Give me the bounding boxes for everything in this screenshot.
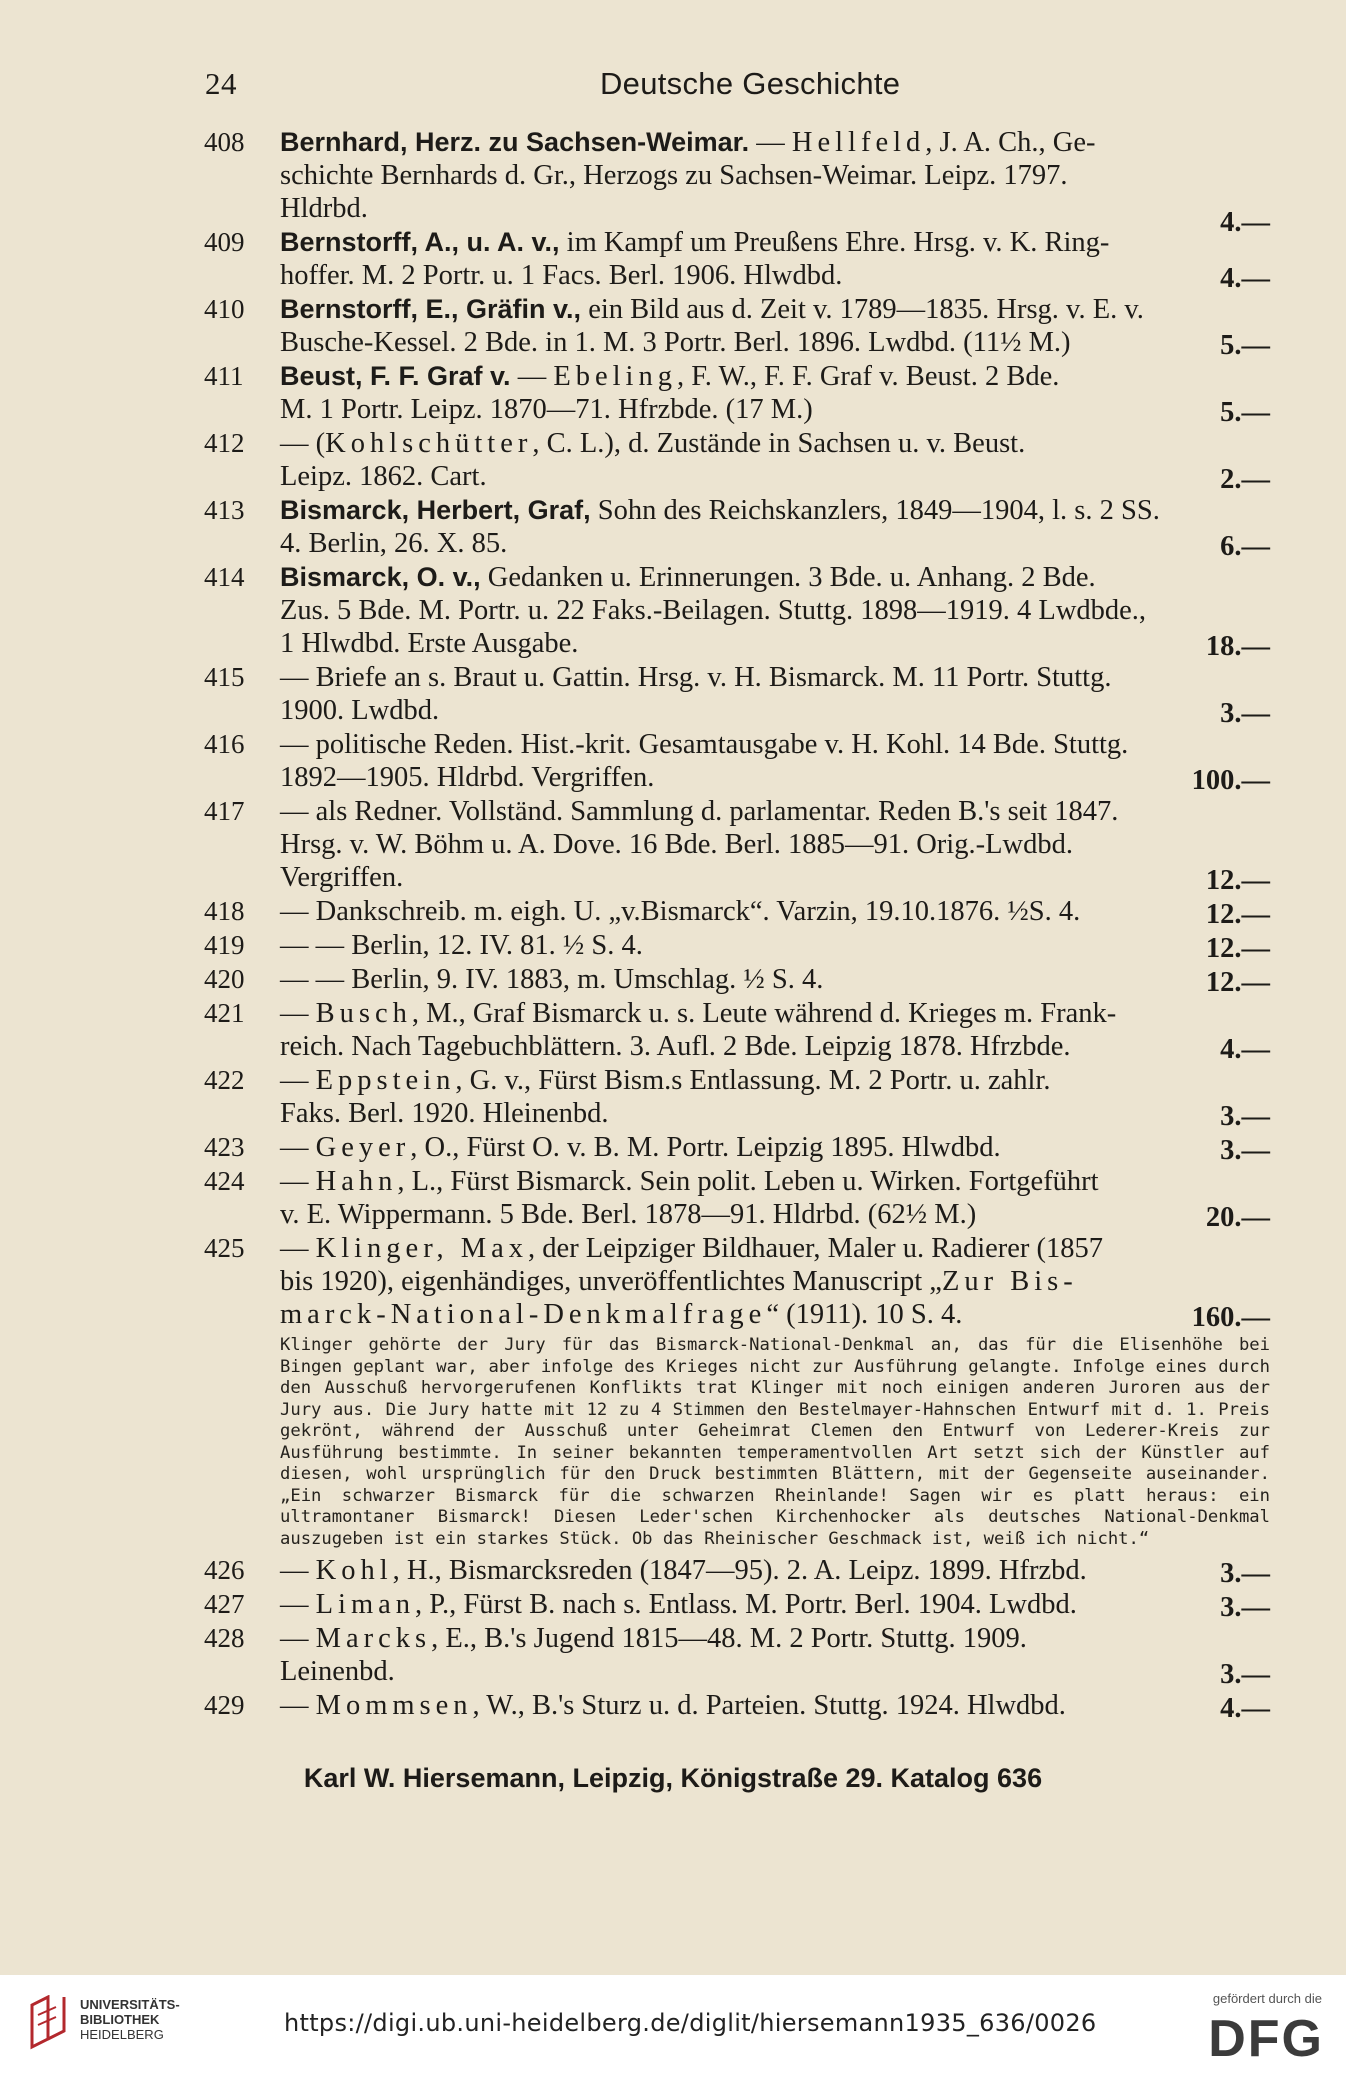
entry-text: , H., Bismarcksreden (1847—95). 2. A. Leipz. 1899. Hfrzbd. (392, 1555, 1087, 1586)
entry-price: 160.— (1191, 1302, 1270, 1333)
dfg-logo[interactable]: DFG (1208, 2010, 1324, 2068)
entry-text: — (280, 998, 316, 1029)
library-name-line-1: UNIVERSITÄTS- (80, 1997, 180, 2012)
entry-text: Leinenbd. (280, 1656, 395, 1687)
entry-number: 423 (204, 1132, 245, 1162)
entry-line (280, 929, 1270, 962)
entry-text: — — Berlin, 9. IV. 1883, m. Umschlag. ½ S. 4. (280, 964, 824, 995)
entry-number: 411 (204, 361, 244, 391)
entry-price: 20.— (1205, 1202, 1270, 1233)
entry-text: Sohn des Reichskanzlers, 1849—1904, l. s. 2 SS. (590, 495, 1160, 526)
entry-line (280, 661, 1270, 694)
catalog-entry (204, 795, 1270, 896)
catalog-entry (204, 1064, 1270, 1132)
catalog-entry (204, 226, 1270, 294)
entry-number: 413 (204, 495, 245, 525)
entry-line (280, 494, 1270, 527)
entry-price: 18.— (1205, 631, 1270, 662)
entry-line (280, 1030, 1270, 1063)
entry-number: 424 (204, 1166, 245, 1196)
entry-text: Faks. Berl. 1920. Hleinenbd. (280, 1098, 609, 1129)
entry-number: 418 (204, 896, 245, 926)
entry-number: 419 (204, 930, 245, 960)
entry-text: “ (1911). 10 S. 4. (766, 1299, 963, 1330)
entry-text: , der Leipziger Bildhauer, Maler u. Radierer (1857 (528, 1233, 1104, 1264)
entry-subject: Bismarck, Herbert, Graf, (280, 495, 591, 525)
entry-price: 3.— (1220, 1659, 1270, 1690)
entry-line (280, 963, 1270, 996)
entry-line (280, 460, 1270, 493)
catalog-entry (204, 561, 1270, 662)
entry-line (280, 1198, 1270, 1231)
ub-heidelberg-logo-icon[interactable] (26, 1995, 70, 2051)
entry-number: 429 (204, 1690, 245, 1720)
entry-line (280, 326, 1270, 359)
entry-author: Klinger, Max (315, 1233, 529, 1264)
entry-text: Vergriffen. (280, 862, 404, 893)
entry-line (280, 1655, 1270, 1688)
entry-text: — (280, 1233, 316, 1264)
entry-text: 1900. Lwdbd. (280, 695, 440, 726)
entry-line (280, 1131, 1270, 1164)
entry-line (280, 1097, 1270, 1130)
entry-line (280, 1265, 1270, 1298)
entry-text: — Briefe an s. Braut u. Gattin. Hrsg. v. H. Bismarck. M. 11 Portr. Stuttg. (280, 662, 1112, 693)
entry-text: , J. A. Ch., Ge- (925, 127, 1096, 158)
permalink-url[interactable]: https://digi.ub.uni-heidelberg.de/diglit/hiersemann1935_636/0026 (284, 2009, 1097, 2037)
entry-price: 12.— (1205, 865, 1270, 896)
catalog-entry (204, 293, 1270, 361)
entry-text: — (280, 1690, 316, 1721)
entry-text: Busche-Kessel. 2 Bde. in 1. M. 3 Portr. Berl. 1896. Lwdbd. (11½ M.) (280, 327, 1071, 358)
entry-line (280, 761, 1270, 794)
entry-subject: Bernhard, Herz. zu Sachsen-Weimar. (280, 127, 750, 157)
entry-text: Zus. 5 Bde. M. Portr. u. 22 Faks.-Beilagen. Stuttg. 1898—1919. 4 Lwdbde., (280, 595, 1147, 626)
entry-text: Leipz. 1862. Cart. (280, 461, 487, 492)
library-name-line-3: HEIDELBERG (80, 2027, 164, 2042)
entry-number: 409 (204, 227, 245, 257)
running-title: Deutsche Geschichte (600, 66, 901, 101)
entry-text: , W., B.'s Sturz u. d. Parteien. Stuttg. 1924. Hlwdbd. (472, 1690, 1066, 1721)
entry-author: Zur Bis- (941, 1266, 1078, 1297)
entry-text: hoffer. M. 2 Portr. u. 1 Facs. Berl. 1906. Hlwdbd. (280, 260, 843, 291)
entry-author: Geyer (315, 1132, 411, 1163)
entry-author: Liman (315, 1589, 416, 1620)
entry-text: — (280, 1166, 316, 1197)
entry-author: Hahn (315, 1166, 398, 1197)
entry-line (280, 126, 1270, 159)
entry-number: 417 (204, 796, 245, 826)
catalog-entry (204, 728, 1270, 796)
entry-author: marck-National-Denkmalfrage (280, 1299, 767, 1330)
entry-price: 12.— (1205, 933, 1270, 964)
entry-text: — als Redner. Vollständ. Sammlung d. parlamentar. Reden B.'s seit 1847. (280, 796, 1119, 827)
entry-price: 4.— (1220, 1034, 1270, 1065)
entry-number: 408 (204, 127, 245, 157)
entry-line (280, 1588, 1270, 1621)
entry-author: Busch (315, 998, 412, 1029)
entry-line (280, 795, 1270, 828)
entry-price: 5.— (1220, 330, 1270, 361)
page-number: 24 (205, 66, 237, 101)
entry-text: Gedanken u. Erinnerungen. 3 Bde. u. Anhang. 2 Bde. (480, 562, 1096, 593)
entry-price: 3.— (1220, 698, 1270, 729)
entry-text: bis 1920), eigenhändiges, unveröffentlichtes Manuscript „ (280, 1266, 942, 1297)
entry-text: , C. L.), d. Zustände in Sachsen u. v. Beust. (532, 428, 1026, 459)
entry-text: , P., Fürst B. nach s. Entlass. M. Portr. Berl. 1904. Lwdbd. (415, 1589, 1077, 1620)
entry-price: 2.— (1220, 464, 1270, 495)
entry-line (280, 694, 1270, 727)
entry-text: ein Bild aus d. Zeit v. 1789—1835. Hrsg. v. E. v. (581, 294, 1144, 325)
entry-number: 420 (204, 964, 245, 994)
entry-price: 3.— (1220, 1592, 1270, 1623)
entry-text: Hldrbd. (280, 193, 368, 224)
entry-number: 415 (204, 662, 245, 692)
entry-text: , L., Fürst Bismarck. Sein polit. Leben u. Wirken. Fortgeführt (397, 1166, 1099, 1197)
entry-text: — (280, 1555, 316, 1586)
entry-line (280, 1298, 1270, 1331)
entry-line (280, 527, 1270, 560)
entry-author: Mommsen (315, 1690, 473, 1721)
entry-line (280, 594, 1270, 627)
entry-text: — (280, 1132, 316, 1163)
catalog-entry (204, 1622, 1270, 1690)
viewer-bottom-bar (0, 1975, 1346, 2077)
catalog-entry (204, 1232, 1270, 1333)
entry-line (280, 293, 1270, 326)
catalog-entry (204, 1554, 1270, 1589)
library-name-line-2: BIBLIOTHEK (80, 2012, 160, 2027)
entry-price: 6.— (1220, 531, 1270, 562)
publisher-footer: Karl W. Hiersemann, Leipzig, Königstraße 29. Katalog 636 (303, 1763, 1043, 1793)
entry-line (280, 828, 1270, 861)
entry-price: 5.— (1220, 397, 1270, 428)
entry-number: 427 (204, 1589, 245, 1619)
entry-text: , F. W., F. F. Graf v. Beust. 2 Bde. (676, 361, 1060, 392)
catalog-entry (204, 1588, 1270, 1623)
entry-author: Eppstein (315, 1065, 456, 1096)
entry-price: 3.— (1220, 1135, 1270, 1166)
entry-line (280, 1232, 1270, 1265)
entry-text: M. 1 Portr. Leipz. 1870—71. Hfrzbde. (17 M.) (280, 394, 813, 425)
entry-price: 4.— (1220, 1693, 1270, 1724)
entry-text: — — Berlin, 12. IV. 81. ½ S. 4. (280, 930, 643, 961)
entry-number: 412 (204, 428, 245, 458)
entry-line (280, 393, 1270, 426)
entry-number: 428 (204, 1623, 245, 1653)
entry-line (280, 159, 1270, 192)
entry-price: 4.— (1220, 263, 1270, 294)
entry-line (280, 1622, 1270, 1655)
entry-text: 4. Berlin, 26. X. 85. (280, 528, 508, 559)
entry-author: Kohl (315, 1555, 393, 1586)
funder-caption: gefördert durch die (1212, 1991, 1322, 2006)
catalog-entry (204, 1165, 1270, 1233)
entry-line (280, 360, 1270, 393)
entry-text: — (749, 127, 792, 158)
entry-text: , O., Fürst O. v. B. M. Portr. Leipzig 1895. Hlwdbd. (410, 1132, 1001, 1163)
entry-author: Kohlschütter (325, 428, 533, 459)
entry-subject: Beust, F. F. Graf v. (280, 361, 511, 391)
entry-subject: Bernstorff, E., Gräfin v., (280, 294, 582, 324)
entry-line (280, 1165, 1270, 1198)
entry-author: Ebeling (553, 361, 677, 392)
entry-text: — (280, 1623, 316, 1654)
entry-price: 3.— (1220, 1101, 1270, 1132)
entry-line (280, 1689, 1270, 1722)
entry-price: 3.— (1220, 1558, 1270, 1589)
entry-line (280, 728, 1270, 761)
entry-text: , M., Graf Bismarck u. s. Leute während d. Krieges m. Frank- (411, 998, 1117, 1029)
entry-line (280, 427, 1270, 460)
entry-line (280, 1554, 1270, 1587)
entry-subject: Bernstorff, A., u. A. v., (280, 227, 560, 257)
entry-line (280, 895, 1270, 928)
library-name[interactable] (80, 1997, 180, 2042)
entry-text: — (510, 361, 554, 392)
catalog-entry (204, 126, 1270, 238)
catalog-entry (204, 1131, 1270, 1166)
entry-price: 100.— (1191, 765, 1270, 796)
catalog-entry (204, 494, 1270, 562)
entry-price: 12.— (1205, 967, 1270, 998)
catalog-entries (0, 126, 1346, 1723)
entry-line (280, 861, 1270, 894)
entry-text: , E., B.'s Jugend 1815—48. M. 2 Portr. Stuttg. 1909. (431, 1623, 1027, 1654)
catalog-entry (204, 360, 1270, 428)
entry-line (280, 192, 1270, 238)
entry-text: — politische Reden. Hist.-krit. Gesamtausgabe v. H. Kohl. 14 Bde. Stuttg. (280, 729, 1129, 760)
page-header (205, 66, 1266, 106)
entry-number: 414 (204, 562, 245, 592)
catalog-entry (204, 929, 1270, 964)
entry-price: 4.— (1220, 207, 1270, 238)
entry-line (280, 561, 1270, 594)
entry-text: , G. v., Fürst Bism.s Entlassung. M. 2 Portr. u. zahlr. (455, 1065, 1051, 1096)
entry-number: 425 (204, 1233, 245, 1263)
catalog-entry (204, 997, 1270, 1065)
catalog-entry (204, 963, 1270, 998)
entry-line (280, 259, 1270, 292)
entry-text: 1 Hlwdbd. Erste Ausgabe. (280, 628, 579, 659)
entry-author: Marcks (315, 1623, 432, 1654)
entry-text: — Dankschreib. m. eigh. U. „v.Bismarck“. Varzin, 19.10.1876. ½S. 4. (280, 896, 1081, 927)
entry-text: v. E. Wippermann. 5 Bde. Berl. 1878—91. Hldrbd. (62½ M.) (280, 1199, 977, 1230)
entry-line (280, 226, 1270, 259)
entry-number: 426 (204, 1555, 245, 1585)
entry-author: Hellfeld (791, 127, 926, 158)
entry-line (280, 1064, 1270, 1097)
entry-subject: Bismarck, O. v., (280, 562, 481, 592)
catalog-entry (204, 1689, 1270, 1724)
entry-footnote: Klinger gehörte der Jury für das Bismarck-National-Denkmal an, das für die Elisenhöhe bei Bingen geplant war, aber infolge des Krieges nicht zur Ausführung gelangte. Infolge eines durch den Ausschuß hervorgerufenen Konflikts trat Klinger mit noch einigen anderen Juroren aus der Jury aus. Die Jury hatte mit 12 zu 4 Stimmen den Bestelmayer-Hahnschen Entwurf mit d. 1. Preis gekrönt, während der Ausschuß unter Geheimrat Clemen den Entwurf von Lederer-Kreis zur Ausführung bestimmte. In seiner bekannten temperamentvollen Art setzt sich der Künstler auf diesen, wohl ursprünglich für den Druck bestimmten Blättern, mit der Gegenseite auseinander. „Ein schwarzer Bismarck für die schwarzen Rheinlande! Sagen wir es platt heraus: ein ultramontaner Bismarck! Diesen Leder'schen Kirchenhocker als deutsches National-Denkmal auszugeben ist ein starkes Stück. Ob das Rheinischer Geschmack ist, weiß ich nicht.“ (280, 1335, 1270, 1549)
entry-line (280, 997, 1270, 1030)
entry-text: reich. Nach Tagebuchblättern. 3. Aufl. 2 Bde. Leipzig 1878. Hfrzbde. (280, 1031, 1071, 1062)
entry-line (280, 627, 1270, 660)
entry-text: schichte Bernhards d. Gr., Herzogs zu Sachsen-Weimar. Leipz. 1797. (280, 160, 1068, 191)
entry-number: 416 (204, 729, 245, 759)
entry-text: 1892—1905. Hldrbd. Vergriffen. (280, 762, 655, 793)
entry-text: Hrsg. v. W. Böhm u. A. Dove. 16 Bde. Berl. 1885—91. Orig.-Lwdbd. (280, 829, 1073, 860)
entry-text: — ( (280, 428, 326, 459)
entry-text: im Kampf um Preußens Ehre. Hrsg. v. K. Ring- (559, 227, 1110, 258)
entry-number: 421 (204, 998, 245, 1028)
entry-number: 410 (204, 294, 245, 324)
catalog-entry (204, 427, 1270, 495)
entry-text: — (280, 1589, 316, 1620)
entry-text: — (280, 1065, 316, 1096)
catalog-entry (204, 661, 1270, 729)
entry-number: 422 (204, 1065, 245, 1095)
catalog-entry (204, 895, 1270, 930)
entry-price: 12.— (1205, 899, 1270, 930)
